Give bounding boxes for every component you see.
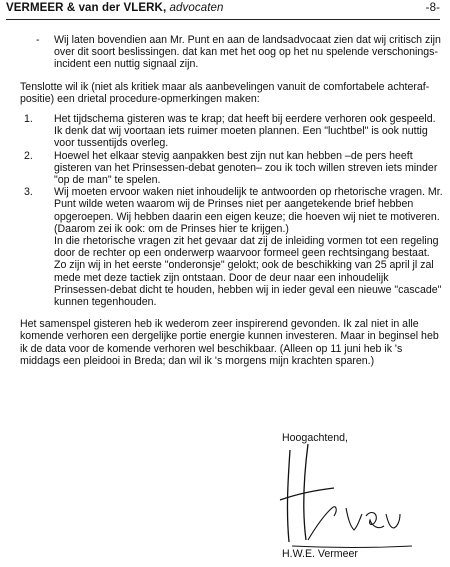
remark-number: 3. [24, 186, 33, 199]
remark-continuation: In die rhetorische vragen zit het gevaar dat zij de inleiding vormen tot een regeling door de rechter op een onderwerp waarvoor formeel geen rechtsingang bestaat. Zo zijn wij in het eerste "onderonsje" gelokt; ook de beschikking van 25 april jl zal mede met deze tactiek zijn ontstaan. Door de deur naar een inhoudelijk Prinsessen-debat dicht te houden, hebben wij in ieder geval een nieuwe "cascade" kunnen tegenhouden. [54, 235, 442, 309]
remark-text: Het tijdschema gisteren was te krap; dat heeft bij eerdere verhoren ook gespeeld. Ik denk dat wij voortaan iets ruimer moeten plannen. Een "luchtbel" is ook nuttig voor tussentijds overleg. [54, 113, 436, 150]
letterhead [6, 2, 440, 18]
firm-name-main: VERMEER & van der VLERK, [6, 2, 170, 14]
handwritten-signature [262, 430, 422, 555]
firm-name [6, 2, 224, 14]
bullet-dash: - [36, 34, 40, 46]
remarks-list [20, 113, 445, 308]
bullet-item [20, 34, 445, 71]
closing-paragraph: Het samenspel gisteren heb ik wederom zeer inspirerend gevonden. Ik zal niet in alle komende verhoren een dergelijke portie energie kunnen investeren. Maar in beginsel heb ik de data voor de komende verhoren wel beschikbaar. (Alleen op 11 juni heb ik 's middags een pleidooi in Breda; dan wil ik 's morgens mijn krachten sparen.) [20, 318, 439, 367]
page-number: -8- [425, 2, 440, 14]
remark-item [20, 113, 445, 150]
sign-off [262, 430, 442, 565]
remark-text: Wij moeten ervoor waken niet inhoudelijk te antwoorden op rhetorische vragen. Mr. Punt wilde weten waarom wij de Prinses niet per aangetekende brief hebben opgeroepen. Wij hebben daarin een eigen keuze; die hoeven wij niet te motiveren. (Daarom zei ik ook: om de Prinses hier te krijgen.) [54, 186, 443, 235]
remark-item [20, 186, 445, 308]
remark-number: 1. [24, 113, 33, 126]
remark-item [20, 150, 445, 187]
firm-name-suffix: advocaten [169, 2, 224, 14]
intro-paragraph: Tenslotte wil ik (niet als kritiek maar als aanbevelingen vanuit de comfortabele achteraf-positie) een drietal procedure-opmerkingen maken: [20, 80, 430, 105]
bullet-text: Wij laten bovendien aan Mr. Punt en aan de landsadvocaat zien dat wij critisch zijn over dit soort beslissingen. dat kan met het oog op het nu spelende verschonings-incident een nuttig signaal zijn. [54, 34, 441, 71]
header-rule [6, 19, 440, 20]
letter-body [20, 24, 445, 367]
remark-number: 2. [24, 149, 33, 162]
signer-name: H.W.E. Vermeer [282, 548, 358, 560]
remark-text: Hoewel het elkaar stevig aanpakken best zijn nut kan hebben –de pers heeft gisteren van het Prinsessen-debat genoten– zou ik toch willen streven iets minder "op de man" te spelen. [54, 149, 438, 187]
greeting: Hoogachtend, [282, 432, 348, 444]
